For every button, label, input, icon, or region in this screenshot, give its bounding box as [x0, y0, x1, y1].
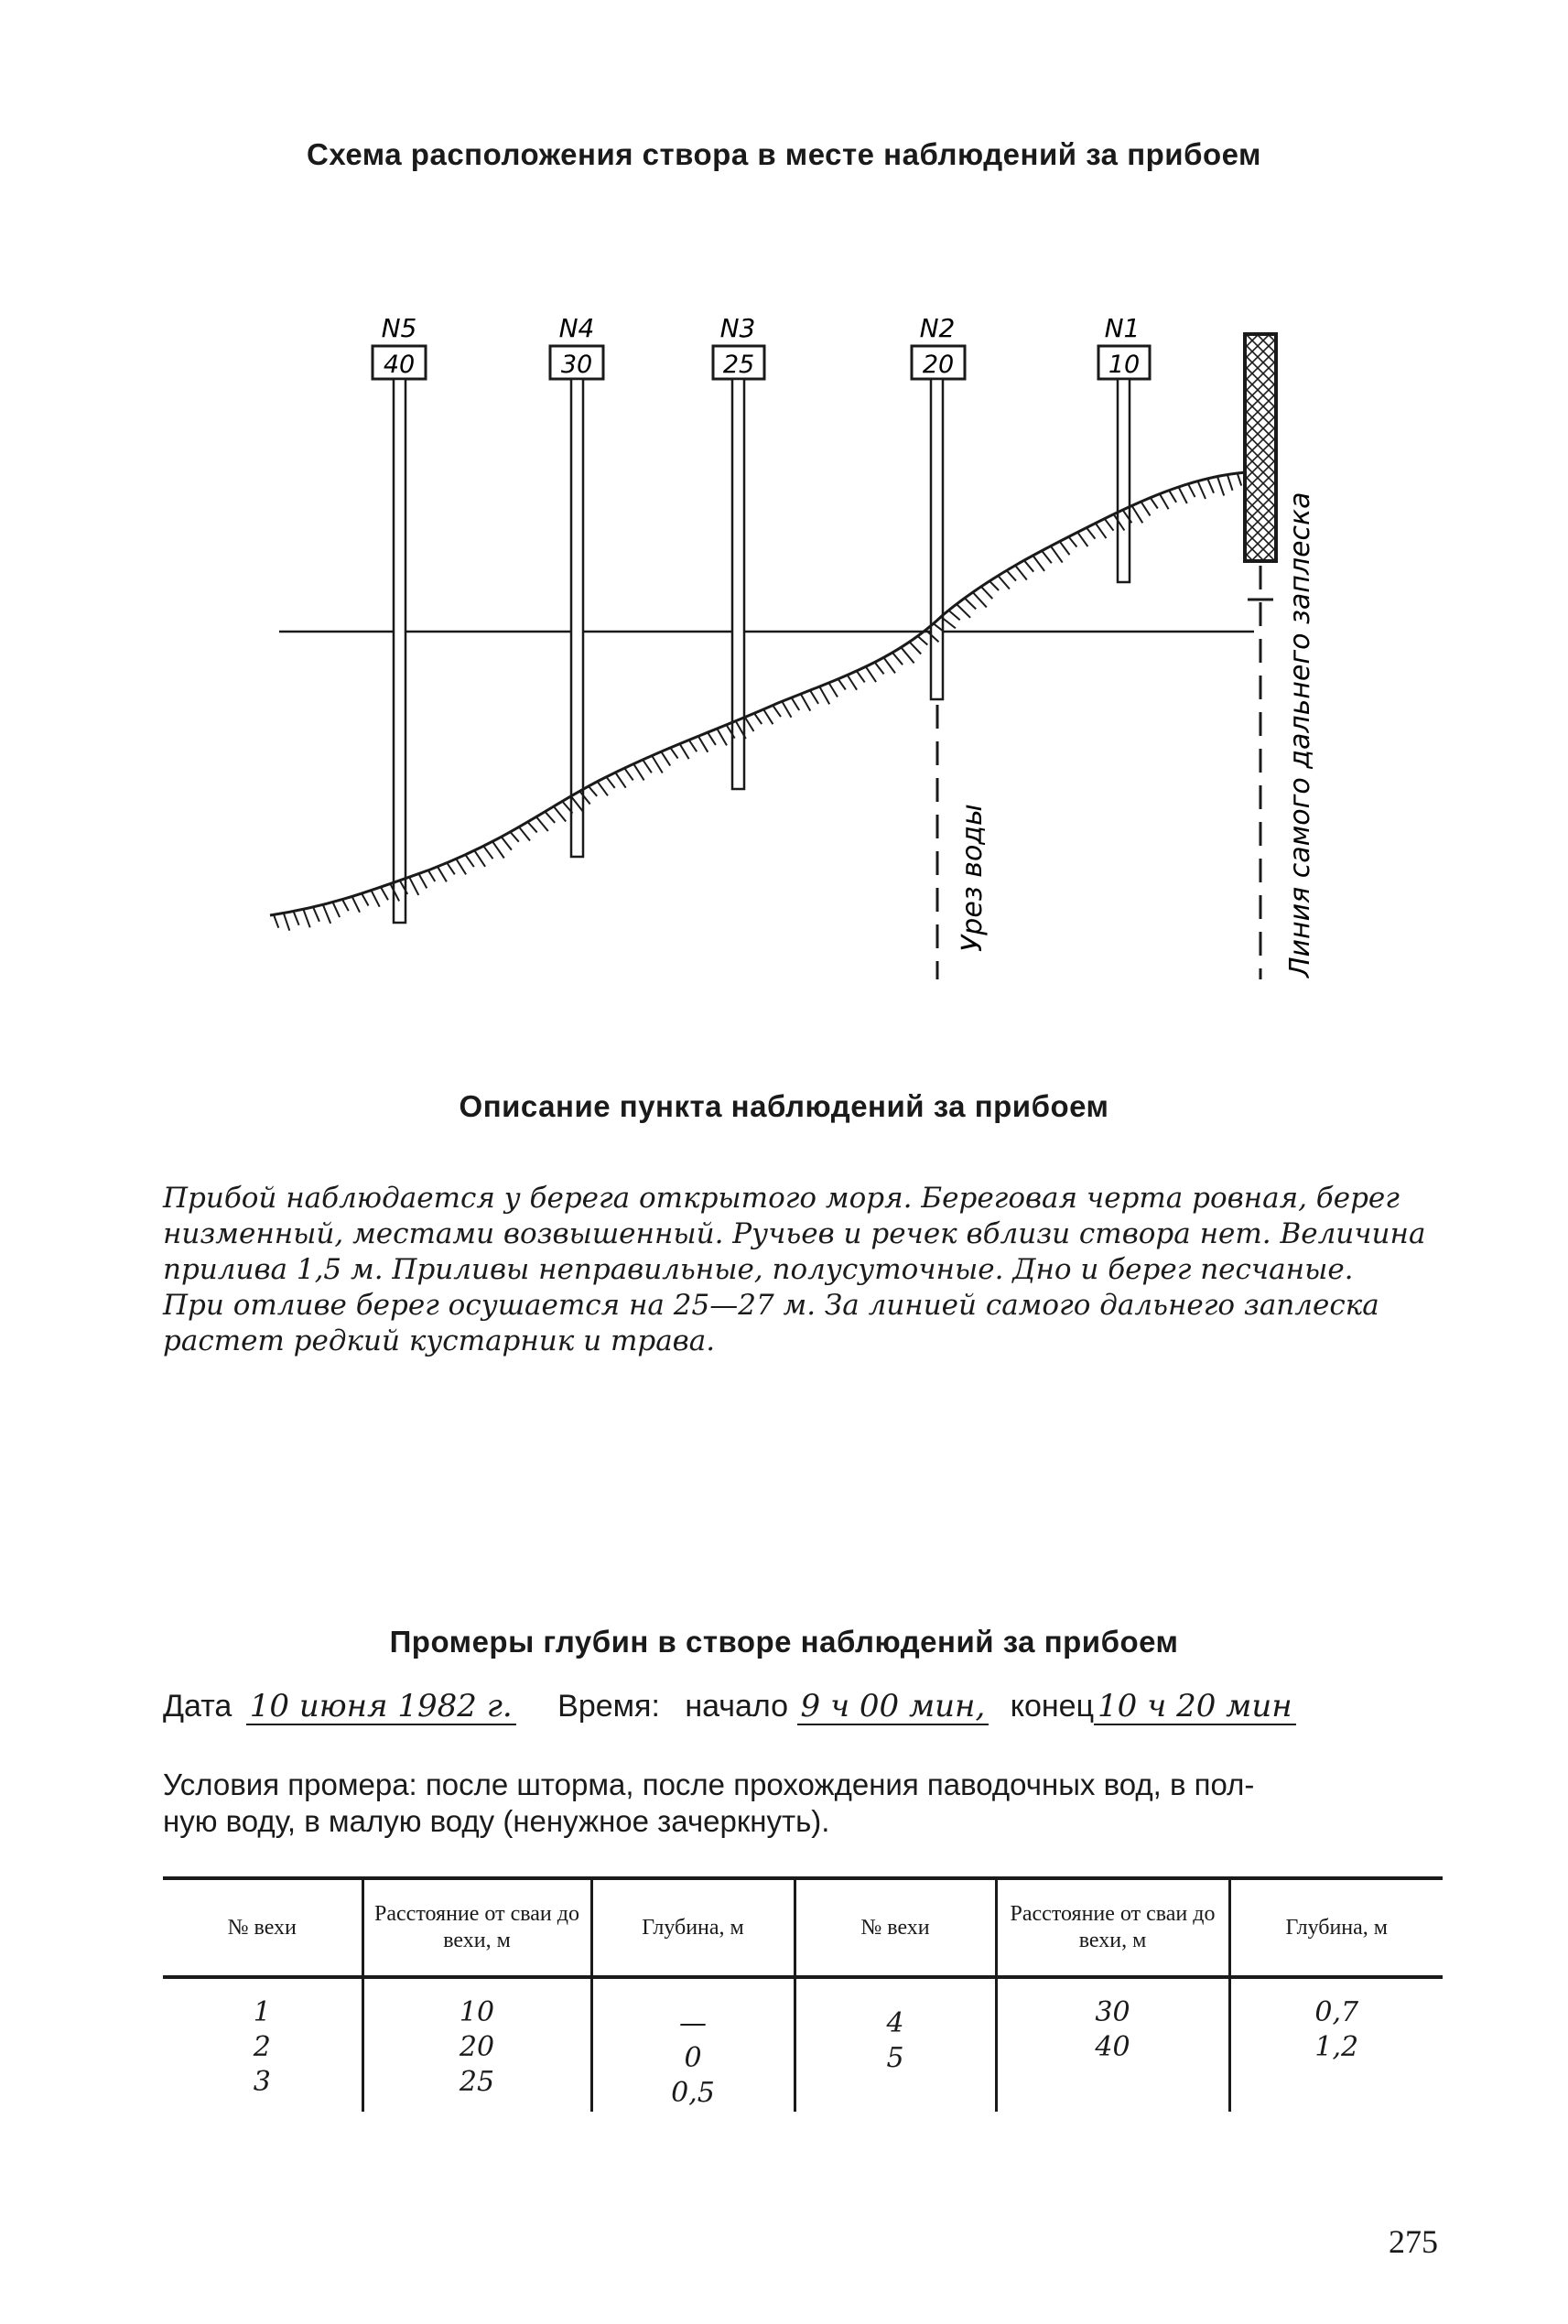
soundings-title: Промеры глубин в створе наблюдений за прибоем: [389, 1625, 1179, 1659]
cliff-hatched-block: [1245, 334, 1276, 561]
depth-table: [163, 1876, 1443, 2112]
cell-value: 5: [886, 2042, 904, 2074]
date-time-line: [163, 1689, 1296, 1725]
cell-value: 4: [886, 2007, 904, 2039]
stake-n4: [550, 313, 603, 857]
table-row: [163, 1977, 1443, 2112]
cell-value: 0,7: [1314, 1996, 1359, 2028]
stake-value: 25: [722, 351, 755, 379]
left-distances-cell: [362, 1977, 591, 2112]
header-stake-number: № вехи: [163, 1878, 362, 1977]
cell-value: 2: [253, 2031, 271, 2063]
header-depth: Глубина, м: [1229, 1878, 1443, 1977]
description-line: низменный, местами возвышенный. Ручьев и речек вблизи створа нет. Величина: [163, 1217, 1426, 1250]
date-label: Дата: [163, 1689, 232, 1724]
left-numbers-cell: [163, 1977, 362, 2112]
cell-value: 30: [1095, 1996, 1130, 2028]
left-depths-cell: [591, 1977, 795, 2112]
header-distance: Расстояние от сваи до вехи, м: [362, 1878, 591, 1977]
page-number: 275: [1389, 2223, 1438, 2260]
end-value: 10 ч 20 мин: [1094, 1689, 1296, 1725]
description-line: прилива 1,5 м. Приливы неправильные, полусуточные. Дно и берег песчаные.: [163, 1253, 1354, 1286]
stake-label: N2: [919, 313, 956, 343]
stake-label: N3: [719, 313, 756, 343]
stake-label: N5: [381, 313, 417, 343]
cell-value: 0,5: [671, 2077, 715, 2109]
cell-value: 10: [459, 1996, 495, 2028]
cell-value: —: [679, 2007, 707, 2039]
stake-value: 10: [1108, 351, 1141, 379]
conditions-line: Условия промера: после шторма, после прохождения паводочных вод, в пол-: [163, 1767, 1255, 1801]
stake-label: N1: [1104, 313, 1141, 343]
description-paragraph: [163, 1181, 1444, 1359]
stake-value: 40: [383, 351, 416, 379]
start-label: начало: [685, 1689, 789, 1724]
cell-value: 3: [253, 2066, 271, 2098]
cell-value: 1,2: [1314, 2031, 1359, 2063]
ground-profile: [270, 472, 1247, 915]
right-distances-cell: [996, 1977, 1229, 2112]
cell-value: 20: [459, 2031, 495, 2063]
header-stake-number: № вехи: [795, 1878, 996, 1977]
description-line: растет редкий кустарник и трава.: [163, 1324, 716, 1357]
end-label: конец: [1010, 1689, 1095, 1724]
splash-line-label: Линия самого дальнего заплеска: [1284, 492, 1316, 978]
ground-hatching: [274, 473, 1241, 931]
scheme-title: Схема расположения створа в месте наблюдений за прибоем: [307, 137, 1261, 171]
transect-diagram: [0, 0, 1568, 1025]
stake-value: 20: [922, 351, 955, 379]
stake-label: N4: [558, 313, 595, 343]
header-depth: Глубина, м: [591, 1878, 795, 1977]
description-line: При отливе берег осушается на 25—27 м. За линией самого дальнего заплеска: [163, 1289, 1379, 1322]
right-numbers-cell: [795, 1977, 996, 2112]
right-depths-cell: [1229, 1977, 1443, 2112]
cell-value: 0: [684, 2042, 702, 2074]
description-line: Прибой наблюдается у берега открытого моря. Береговая черта ровная, берег: [163, 1182, 1400, 1215]
time-label: Время:: [557, 1689, 660, 1724]
date-value: 10 июня 1982 г.: [246, 1689, 516, 1725]
conditions-text: [163, 1767, 1444, 1840]
description-title: Описание пункта наблюдений за прибоем: [459, 1089, 1109, 1123]
stake-n5: [373, 313, 426, 923]
water-edge-label: Урез воды: [957, 804, 989, 952]
conditions-line: ную воду, в малую воду (ненужное зачеркнуть).: [163, 1804, 830, 1838]
stake-value: 30: [560, 351, 593, 379]
cell-value: 1: [253, 1996, 271, 2028]
cell-value: 25: [459, 2066, 495, 2098]
stake-n1: [1098, 313, 1150, 582]
start-value: 9 ч 00 мин,: [797, 1689, 989, 1725]
header-distance: Расстояние от сваи до вехи, м: [996, 1878, 1229, 1977]
cell-value: 40: [1095, 2031, 1130, 2063]
table-header-row: [163, 1878, 1443, 1977]
